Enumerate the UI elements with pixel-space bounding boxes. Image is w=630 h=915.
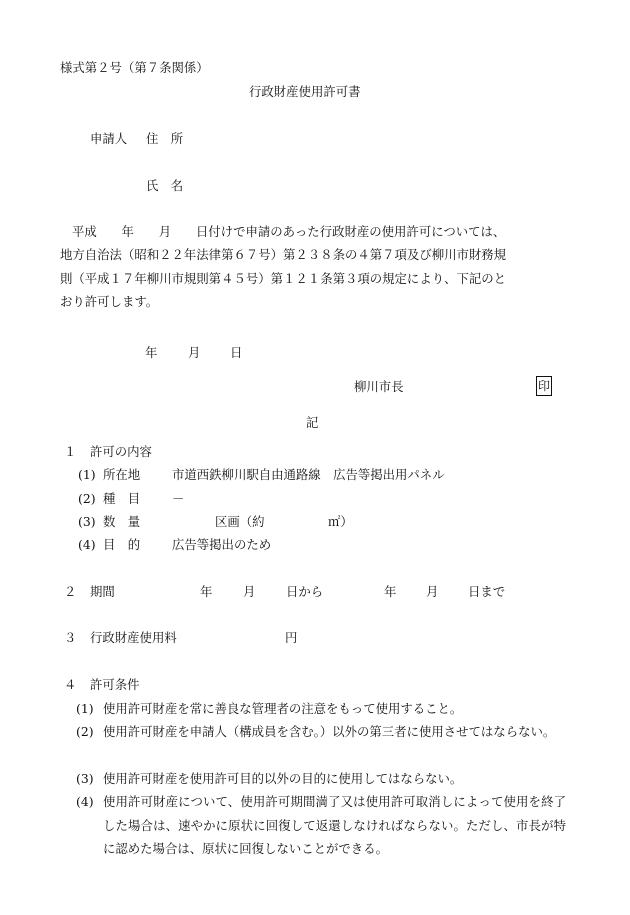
issuer-name: 柳川市長: [354, 379, 404, 394]
s1-item1-label: 所在地: [103, 467, 141, 482]
section4-heading: 許可条件: [90, 677, 140, 692]
body-line-4: おり許可します。: [60, 294, 159, 309]
period-year-from: 年: [200, 584, 213, 599]
fee-unit: 円: [285, 630, 298, 645]
s1-item1-num: (1): [78, 467, 96, 482]
condition-text: 使用許可財産について、使用許可期間満了又は使用許可取消しによって使用を終了した場合は、速やかに原状に回復して返還しなければならない。ただし、市長が特に認めた場合は、原状に回復しないことができる。: [103, 794, 566, 856]
date-year: 年: [145, 345, 158, 360]
s1-item4-value: 広告等掲出のため: [172, 537, 272, 552]
s1-item3-label: 数 量: [103, 514, 141, 529]
condition-number: (3): [76, 771, 94, 786]
period-month-to: 月: [426, 584, 439, 599]
section3-number: ３: [64, 630, 77, 645]
body-line-3: 則（平成１７年柳川市規則第４５号）第１２１条第３項の規定により、下記のと: [60, 271, 507, 286]
form-number: 様式第２号（第７条関係）: [60, 60, 209, 75]
period-year-to: 年: [384, 584, 397, 599]
condition-1: [76, 697, 566, 721]
condition-2: [76, 720, 566, 744]
s1-item3-num: (3): [78, 514, 96, 529]
name-label: 氏 名: [146, 178, 184, 193]
condition-text: 使用許可財産を常に善良な管理者の注意をもって使用すること。: [103, 701, 463, 716]
s1-item4-label: 目 的: [103, 537, 141, 552]
s1-item1-value: 市道西鉄柳川駅自由通路線 広告等掲出用パネル: [172, 467, 445, 482]
section1-number: １: [64, 444, 77, 459]
period-month-from: 月: [243, 584, 256, 599]
section4-number: ４: [64, 677, 77, 692]
s1-item2-value: －: [172, 491, 185, 506]
condition-number: (1): [76, 701, 94, 716]
seal-box: 印: [536, 376, 552, 396]
document-title: 行政財産使用許可書: [249, 84, 361, 99]
condition-text: 使用許可財産を申請人（構成員を含む。）以外の第三者に使用させてはならない。: [103, 724, 556, 739]
section2-heading: 期間: [90, 584, 115, 599]
condition-text: 使用許可財産を使用許可目的以外の目的に使用してはならない。: [103, 771, 463, 786]
ki-heading: 記: [306, 415, 319, 430]
period-day-from: 日から: [286, 584, 324, 599]
condition-3: [76, 767, 566, 791]
period-day-to: 日まで: [468, 584, 506, 599]
condition-4: [76, 790, 566, 861]
s1-item3-value-prefix: 区画（約: [215, 514, 265, 529]
condition-number: (4): [76, 794, 94, 809]
body-line-2: 地方自治法（昭和２２年法律第６７号）第２３８条の４第７項及び柳川市財務規: [60, 247, 507, 262]
address-label: 住 所: [146, 131, 184, 146]
condition-number: (2): [76, 724, 94, 739]
section2-number: ２: [64, 584, 77, 599]
date-day: 日: [230, 345, 243, 360]
s1-item4-num: (4): [78, 537, 96, 552]
date-month: 月: [188, 345, 201, 360]
s1-item3-value-suffix: ㎡）: [328, 514, 353, 529]
s1-item2-num: (2): [78, 491, 96, 506]
applicant-label: 申請人: [90, 131, 128, 146]
body-line-1: 平成 年 月 日付けで申請のあった行政財産の使用許可については、: [72, 224, 506, 239]
s1-item2-label: 種 目: [103, 491, 141, 506]
section1-heading: 許可の内容: [90, 444, 152, 459]
section3-heading: 行政財産使用料: [90, 630, 177, 645]
